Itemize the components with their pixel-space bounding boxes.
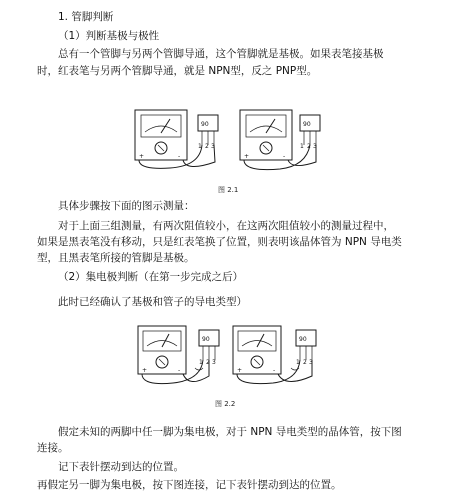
svg-text:2: 2	[303, 359, 307, 366]
svg-text:2: 2	[206, 359, 210, 366]
svg-text:3: 3	[309, 359, 313, 366]
figure-2-2-caption: 图 2.2	[215, 400, 236, 408]
svg-text:1: 1	[199, 359, 203, 366]
paragraph-2-line-2: 如果是黑表笔没有移动，只是红表笔换了位置，则表明该晶体管为 NPN 导电类	[37, 236, 402, 248]
svg-text:1: 1	[296, 359, 300, 366]
paragraph-2-line-3: 型，且黑表笔所接的管脚是基极。	[37, 252, 195, 264]
svg-text:90: 90	[201, 121, 209, 128]
figure-2-1	[130, 100, 370, 175]
multimeter-diagram-1	[135, 110, 218, 168]
multimeter-diagram-3	[138, 326, 219, 384]
paragraph-5: 记下表针摆动到达的位置。	[58, 461, 184, 473]
steps-intro: 具体步骤按下面的图示测量：	[58, 200, 195, 212]
svg-text:-: -	[178, 153, 181, 160]
svg-text:+: +	[142, 367, 148, 374]
paragraph-3: 此时已经确认了基极和管子的导电类型）	[58, 296, 247, 308]
section-heading: 1. 管脚判断	[58, 11, 114, 23]
svg-text:-: -	[283, 153, 286, 160]
figure-2-1-caption: 图 2.1	[218, 186, 239, 194]
paragraph-6: 再假定另一脚为集电极，按下图连接，记下表针摆动到达的位置。	[37, 479, 342, 491]
paragraph-2-line-1: 对于上面三组测量，有两次阻值较小，在这两次阻值较小的测量过程中，	[58, 220, 394, 232]
svg-text:3: 3	[212, 359, 216, 366]
figure-2-2	[133, 316, 363, 391]
svg-text:1: 1	[198, 143, 202, 150]
paragraph-4-line-1: 假定未知的两脚中任一脚为集电极，对于 NPN 导电类型的晶体管，按下图	[58, 426, 402, 438]
svg-text:1: 1	[300, 143, 304, 150]
svg-text:2: 2	[307, 143, 311, 150]
paragraph-1-line-1: 总有一个管脚与另两个管脚导通，这个管脚就是基极。如果表笔接基极	[58, 48, 384, 60]
multimeter-diagram-2	[240, 110, 320, 170]
svg-text:90: 90	[303, 121, 311, 128]
paragraph-4-line-2: 连接。	[37, 442, 69, 454]
multimeter-diagram-4	[233, 326, 316, 384]
subheading-base-polarity: （1）判断基极与极性	[58, 30, 160, 42]
svg-text:3: 3	[211, 143, 215, 150]
svg-text:90: 90	[299, 336, 307, 343]
svg-text:90: 90	[202, 336, 210, 343]
svg-text:+: +	[139, 153, 145, 160]
svg-text:+: +	[244, 153, 250, 160]
subheading-collector: （2）集电极判断（在第一步完成之后）	[58, 271, 244, 283]
svg-text:-: -	[273, 367, 276, 374]
paragraph-1-line-2: 时，红表笔与另两个管脚导通，就是 NPN型，反之 PNP型。	[37, 65, 318, 77]
svg-text:2: 2	[205, 143, 209, 150]
svg-text:+: +	[237, 367, 243, 374]
svg-text:-: -	[178, 367, 181, 374]
svg-text:3: 3	[313, 143, 317, 150]
